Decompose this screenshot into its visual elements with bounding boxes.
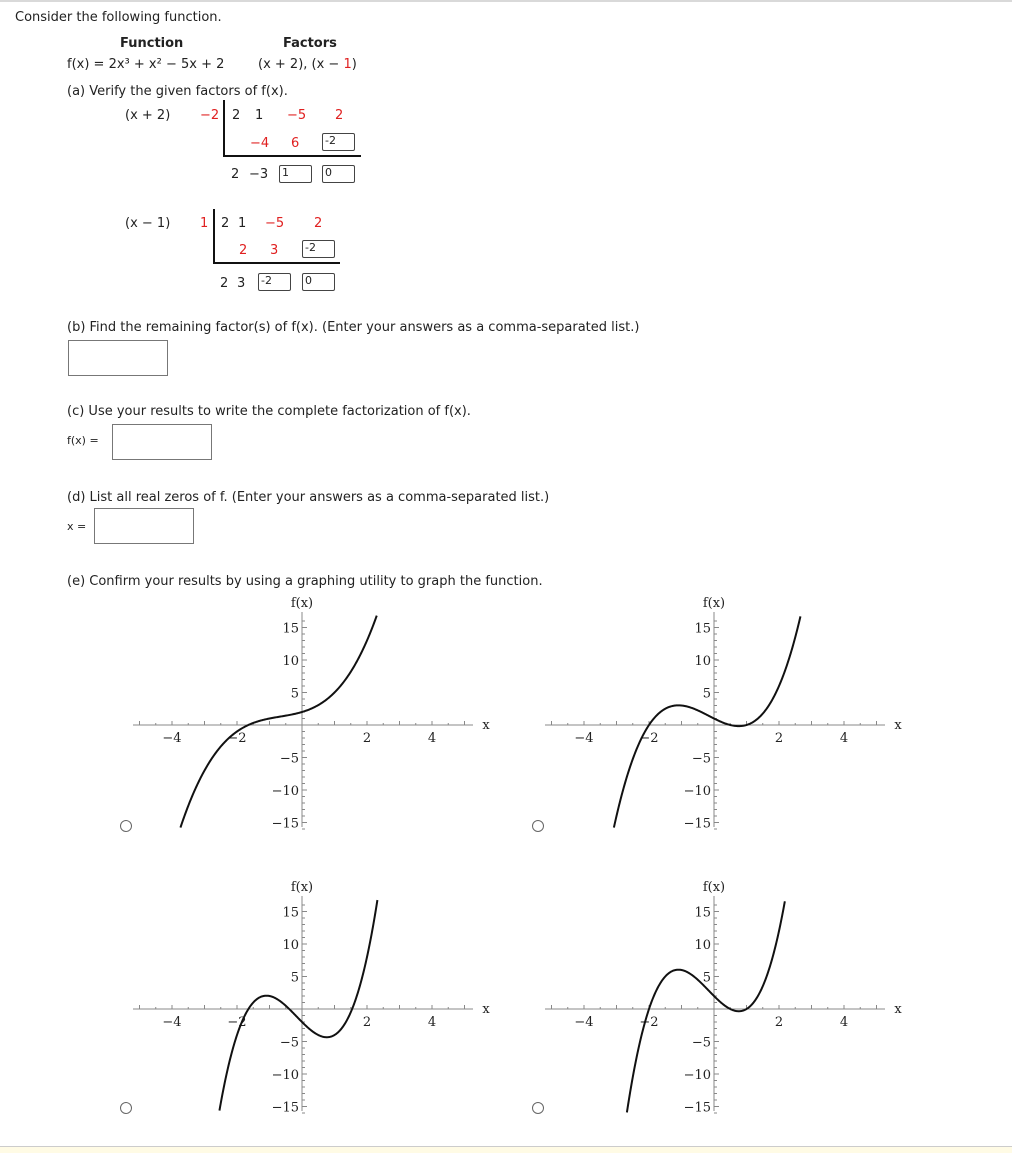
factors-header: Factors: [283, 36, 337, 51]
div2-result: 2: [220, 276, 229, 291]
div1-coef: 2: [335, 108, 344, 123]
part-c-prompt: (c) Use your results to write the complete factorization of f(x).: [67, 404, 471, 419]
intro-text: Consider the following function.: [15, 10, 222, 25]
y-tick-label: −10: [271, 784, 299, 799]
div1-horizontal-bar: [223, 155, 361, 157]
y-tick-label: −10: [683, 784, 711, 799]
y-tick-label: 5: [290, 686, 299, 702]
y-axis-label: f(x): [290, 880, 314, 895]
div1-coef: −5: [287, 108, 307, 123]
x-tick-label: −2: [639, 731, 659, 746]
div2-factor: (x − 1): [125, 216, 171, 231]
div2-coef: 2: [221, 216, 230, 231]
y-tick-label: −15: [271, 816, 299, 832]
y-axis-label: f(x): [702, 880, 726, 895]
x-tick-label: 2: [362, 731, 372, 746]
x-axis-label: x: [894, 1002, 902, 1017]
y-tick-label: −15: [683, 816, 711, 832]
y-tick-label: 10: [694, 938, 711, 953]
div1-product: 6: [291, 136, 300, 151]
y-tick-label: −5: [691, 1035, 711, 1051]
graph-option-4: [537, 876, 917, 1116]
x-tick-label: −4: [162, 1015, 182, 1030]
x-tick-label: −4: [574, 1015, 594, 1030]
y-tick-label: −10: [683, 1068, 711, 1083]
div1-vertical-bar: [223, 100, 225, 157]
x-tick-label: 4: [427, 731, 437, 746]
factorization-label: f(x) =: [67, 434, 99, 447]
function-header: Function: [120, 36, 184, 51]
function-expression: f(x) = 2x³ + x² − 5x + 2: [67, 57, 225, 72]
x-tick-label: 2: [362, 1015, 372, 1030]
div1-root: −2: [200, 108, 220, 123]
part-a-prompt: (a) Verify the given factors of f(x).: [67, 84, 288, 99]
x-axis-label: x: [482, 1002, 490, 1017]
div2-vertical-bar: [213, 209, 215, 264]
x-axis-label: x: [482, 718, 490, 733]
x-tick-label: 4: [839, 1015, 849, 1030]
x-tick-label: −4: [162, 731, 182, 746]
x-tick-label: 2: [774, 1015, 784, 1030]
part-d-prompt: (d) List all real zeros of f. (Enter your answers as a comma-separated list.): [67, 490, 550, 505]
remaining-factors-input[interactable]: [68, 340, 168, 376]
y-tick-label: −5: [279, 751, 299, 767]
y-tick-label: 15: [694, 905, 711, 921]
y-tick-label: 15: [282, 621, 299, 637]
x-tick-label: −4: [574, 731, 594, 746]
x-tick-label: −2: [227, 1015, 247, 1030]
zeros-label: x =: [67, 520, 87, 533]
div1-coef: 2: [232, 108, 241, 123]
given-factors: [258, 57, 357, 72]
x-tick-label: −2: [227, 731, 247, 746]
y-tick-label: −5: [691, 751, 711, 767]
y-tick-label: −10: [271, 1068, 299, 1083]
graph-option-1: [125, 592, 505, 832]
div2-product-box[interactable]: -2: [302, 240, 335, 258]
div2-result: 3: [237, 276, 246, 291]
y-tick-label: 10: [282, 654, 299, 669]
radio-option-4[interactable]: [532, 1102, 544, 1114]
radio-option-3[interactable]: [120, 1102, 132, 1114]
x-tick-label: 4: [839, 731, 849, 746]
div1-result: 2: [231, 167, 240, 182]
y-tick-label: 15: [282, 905, 299, 921]
y-tick-label: 10: [282, 938, 299, 953]
x-axis-label: x: [894, 718, 902, 733]
div2-horizontal-bar: [213, 262, 340, 264]
zeros-input[interactable]: [94, 508, 194, 544]
factorization-input[interactable]: [112, 424, 212, 460]
div2-product: 2: [239, 243, 248, 258]
div1-product: −4: [250, 136, 270, 151]
y-tick-label: −15: [683, 1100, 711, 1116]
y-axis-label: f(x): [702, 596, 726, 611]
part-e-prompt: (e) Confirm your results by using a graphing utility to graph the function.: [67, 574, 543, 589]
y-tick-label: 15: [694, 621, 711, 637]
factors-text-post: ): [351, 57, 357, 72]
div2-root: 1: [200, 216, 209, 231]
div2-coef: 1: [238, 216, 247, 231]
x-tick-label: 2: [774, 731, 784, 746]
x-tick-label: 4: [427, 1015, 437, 1030]
y-tick-label: 5: [290, 970, 299, 986]
graph-option-3: [125, 876, 505, 1116]
div2-result-box[interactable]: -2: [258, 273, 291, 291]
x-tick-label: −2: [639, 1015, 659, 1030]
div1-coef: 1: [255, 108, 264, 123]
radio-option-1[interactable]: [120, 820, 132, 832]
div2-coef: −5: [265, 216, 285, 231]
factors-text-red: 1: [343, 57, 352, 72]
div1-product-box[interactable]: -2: [322, 133, 355, 151]
y-tick-label: 10: [694, 654, 711, 669]
y-axis-label: f(x): [290, 596, 314, 611]
top-border: [0, 0, 1012, 2]
y-tick-label: 5: [702, 686, 711, 702]
div1-remainder-box[interactable]: 0: [322, 165, 355, 183]
factors-text-pre: (x + 2), (x −: [258, 57, 344, 72]
y-tick-label: 5: [702, 970, 711, 986]
y-tick-label: −5: [279, 1035, 299, 1051]
y-tick-label: −15: [271, 1100, 299, 1116]
div2-remainder-box[interactable]: 0: [302, 273, 335, 291]
radio-option-2[interactable]: [532, 820, 544, 832]
div2-coef: 2: [314, 216, 323, 231]
div1-result: −3: [249, 167, 269, 182]
part-b-prompt: (b) Find the remaining factor(s) of f(x). (Enter your answers as a comma-separated list.): [67, 320, 640, 335]
div2-product: 3: [270, 243, 279, 258]
div1-factor: (x + 2): [125, 108, 171, 123]
div1-result-box[interactable]: 1: [279, 165, 312, 183]
graph-option-2: [537, 592, 917, 832]
